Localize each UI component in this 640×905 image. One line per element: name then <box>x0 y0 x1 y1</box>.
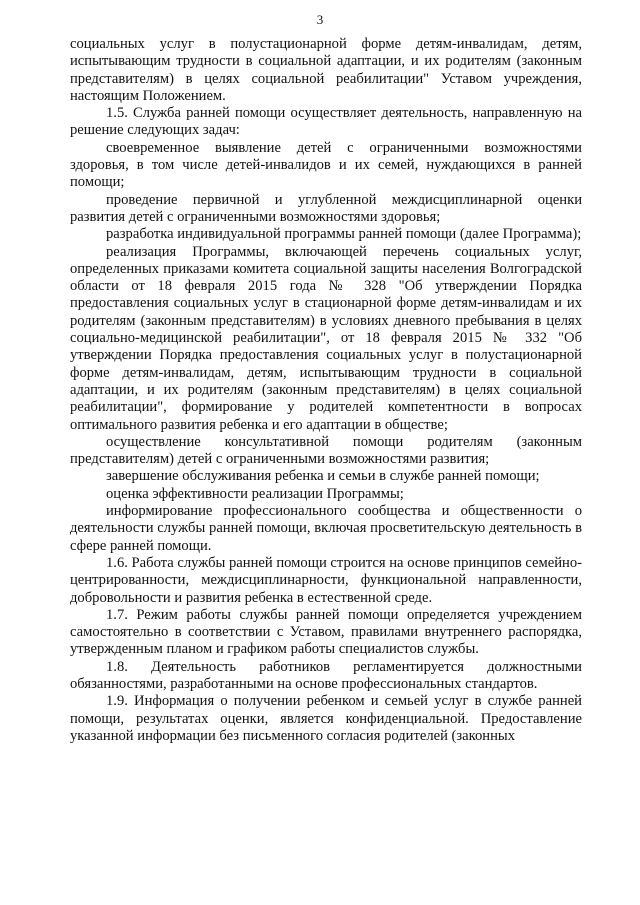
task-informing: информирование профессионального сообщества и общественности о деятельности службы ранней помощи, включая просветительскую деятельность в сфере ранней помощи. <box>70 503 582 554</box>
paragraph-1-8: 1.8. Деятельность работников регламентируется должностными обязанностями, разработанными на основе профессиональных стандартов. <box>70 658 582 692</box>
paragraph-1-9: 1.9. Информация о получении ребенком и семьей услуг в службе ранней помощи, результатах оценки, является конфиденциальной. Предоставление указанной информации без письменного согласия родителей (законных <box>70 693 582 744</box>
paragraph-1-6: 1.6. Работа службы ранней помощи строится на основе принципов семейно-центрированности, междисциплинарности, функциональной направленности, добровольности и развития ребенка в естественной среде. <box>70 554 582 606</box>
task-program-development: разработка индивидуальной программы ранней помощи (далее Программа); <box>106 226 582 243</box>
task-program-implementation: реализация Программы, включающей перечень социальных услуг, определенных приказами комитета социальной защиты населения Волгоградской области от 18 февраля 2015 года № 328 "Об утверждении Порядка предоставления социальных услуг в стационарной форме детям-инвалидам и их родителям (законным представителям) в условиях дневного пребывания в целях социально-медицинской реабилитации", от 18 февраля 2015 № 332 "Об утверждении Порядка предоставления социальных услуг в полустационарной форме детям-инвалидам, детям, испытывающим трудности в социальной адаптации, и их родителям (законным представителям) в целях социальной реабилитации", формирование у родителей компетентности в вопросах оптимального развития ребенка и его адаптации в обществе; <box>70 243 582 433</box>
page-number: 3 <box>316 12 324 27</box>
task-consulting: осуществление консультативной помощи родителям (законным представителям) детей с ограниченными возможностями развития; <box>70 433 582 468</box>
paragraph-1-5: 1.5. Служба ранней помощи осуществляет деятельность, направленную на решение следующих задач: <box>70 105 582 139</box>
task-completion: завершение обслуживания ребенка и семьи в службе ранней помощи; <box>106 468 540 485</box>
task-assessment: проведение первичной и углубленной междисциплинарной оценки развития детей с ограниченными возможностями здоровья; <box>70 191 582 225</box>
task-early-detection: своевременное выявление детей с ограниченными возможностями здоровья, в том числе детей-инвалидов и их семей, нуждающихся в ранней помощи; <box>70 139 582 191</box>
paragraph-continuation: социальных услуг в полустационарной форме детям-инвалидам, детям, испытывающим трудности в социальной адаптации, и их родителям (законным представителям) в целях социальной реабилитации" Уставом учреждения, настоящим Положением. <box>70 36 582 104</box>
task-evaluation: оценка эффективности реализации Программы; <box>106 485 404 502</box>
paragraph-1-7: 1.7. Режим работы службы ранней помощи определяется учреждением самостоятельно в соответствии с Уставом, правилами внутреннего распорядка, утвержденным планом и графиком работы специалистов службы. <box>70 606 582 658</box>
document-body <box>70 36 582 745</box>
